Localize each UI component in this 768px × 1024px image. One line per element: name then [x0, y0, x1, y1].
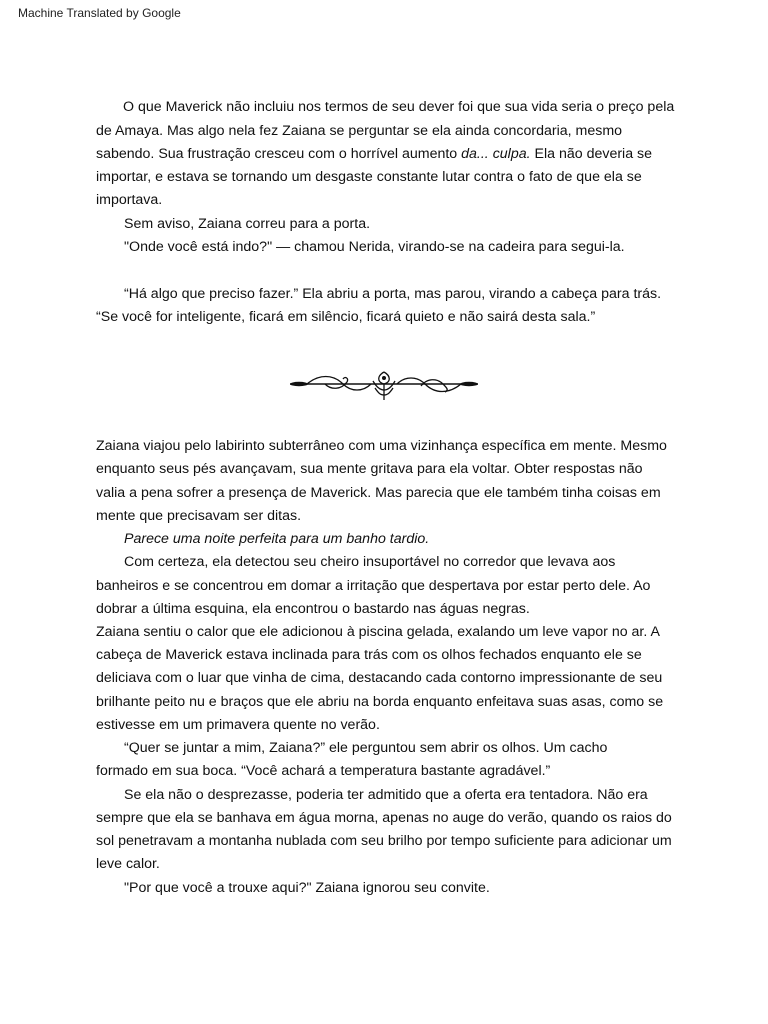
text-run: sabendo. Sua frustração cresceu com o horrível aumento: [96, 146, 462, 162]
paragraph-line: mente que precisavam ser ditas.: [96, 508, 302, 524]
paragraph-line: cabeça de Maverick estava inclinada para trás com os olhos fechados enquanto ele se: [96, 647, 642, 663]
paragraph-line: “Se você for inteligente, ficará em silêncio, ficará quieto e não sairá desta sala.”: [96, 309, 596, 325]
paragraph-line: Com certeza, ela detectou seu cheiro insuportável no corredor que levava aos: [124, 554, 616, 570]
paragraph-line: estivesse em um primavera quente no verão.: [96, 717, 380, 733]
paragraph-line: sol penetravam a montanha nublada com seu brilho por tempo suficiente para adicionar um: [96, 833, 672, 849]
paragraph-line: enquanto seus pés avançavam, sua mente gritava para ela voltar. Obter respostas não: [96, 461, 643, 477]
section-divider-ornament: [287, 368, 481, 402]
paragraph-line: "Onde você está indo?" — chamou Nerida, virando-se na cadeira para segui-la.: [124, 239, 625, 255]
paragraph-line: Se ela não o desprezasse, poderia ter admitido que a oferta era tentadora. Não era: [124, 787, 648, 803]
paragraph-line: banheiros e se concentrou em domar a irritação que despertava por estar perto dele. Ao: [96, 578, 651, 594]
paragraph-line: sempre que ela se banhava em água morna, apenas no auge do verão, quando os raios do: [96, 810, 672, 826]
paragraph-line: leve calor.: [96, 856, 160, 872]
text-run: Ela não deveria se: [530, 146, 653, 162]
paragraph-line: Sem aviso, Zaiana correu para a porta.: [124, 216, 371, 232]
paragraph-line: [96, 145, 652, 163]
paragraph-line: importar, e estava se tornando um desgaste constante lutar contra o fato de que ela se: [96, 169, 642, 185]
paragraph-line: brilhante peito nu e braços que ele abriu na borda enquanto enfeitava suas asas, como se: [96, 694, 664, 710]
italic-run: da... culpa.: [461, 146, 531, 162]
paragraph-line: O que Maverick não incluiu nos termos de seu dever foi que sua vida seria o preço pela: [123, 99, 675, 115]
paragraph-line: de Amaya. Mas algo nela fez Zaiana se perguntar se ela ainda concordaria, mesmo: [96, 123, 623, 139]
paragraph-line: "Por que você a trouxe aqui?" Zaiana ignorou seu convite.: [124, 880, 490, 896]
translation-banner: Machine Translated by Google: [18, 6, 181, 20]
paragraph-line: [124, 530, 429, 548]
paragraph-line: valia a pena sofrer a presença de Maverick. Mas parecia que ele também tinha coisas em: [96, 485, 661, 501]
paragraph-line: dobrar a última esquina, ela encontrou o bastardo nas águas negras.: [96, 601, 530, 617]
paragraph-line: Zaiana sentiu o calor que ele adicionou à piscina gelada, exalando um leve vapor no ar. A: [96, 624, 660, 640]
paragraph-line: “Quer se juntar a mim, Zaiana?” ele perguntou sem abrir os olhos. Um cacho: [124, 740, 608, 756]
paragraph-line: formado em sua boca. “Você achará a temperatura bastante agradável.”: [96, 763, 551, 779]
paragraph-line: importava.: [96, 192, 163, 208]
paragraph-line: Zaiana viajou pelo labirinto subterrâneo com uma vizinhança específica em mente. Mesmo: [96, 438, 667, 454]
paragraph-line: deliciava com o luar que vinha de cima, destacando cada contorno impressionante de seu: [96, 670, 663, 686]
paragraph-line: “Há algo que preciso fazer.” Ela abriu a porta, mas parou, virando a cabeça para trás.: [124, 286, 662, 302]
italic-run: Parece uma noite perfeita para um banho tardio.: [124, 531, 430, 547]
